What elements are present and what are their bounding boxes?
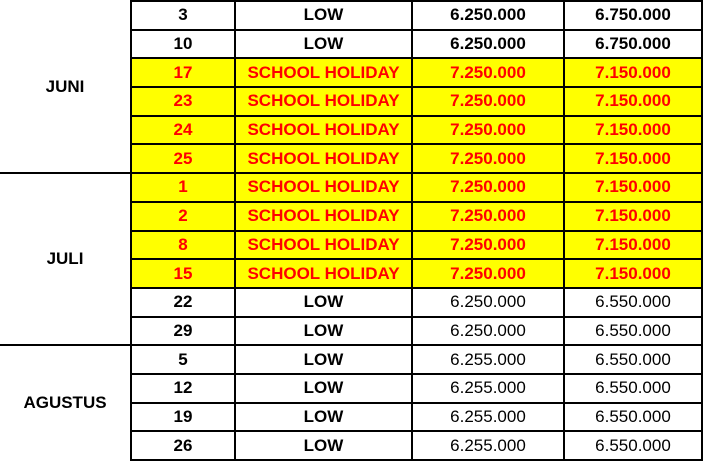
season-cell: LOW xyxy=(235,403,412,432)
price1-cell: 6.255.000 xyxy=(412,403,564,432)
season-cell: LOW xyxy=(235,431,412,460)
price2-cell: 7.150.000 xyxy=(564,58,702,87)
date-cell: 8 xyxy=(131,231,235,260)
price2-cell: 6.550.000 xyxy=(564,345,702,374)
price2-cell: 7.150.000 xyxy=(564,144,702,173)
price2-cell: 6.550.000 xyxy=(564,288,702,317)
date-cell: 24 xyxy=(131,116,235,145)
season-cell: SCHOOL HOLIDAY xyxy=(235,202,412,231)
table-row xyxy=(0,1,702,30)
price2-cell: 6.550.000 xyxy=(564,317,702,346)
price2-cell: 6.750.000 xyxy=(564,1,702,30)
price1-cell: 6.255.000 xyxy=(412,345,564,374)
table-row xyxy=(0,345,702,374)
price2-cell: 6.550.000 xyxy=(564,431,702,460)
table-row xyxy=(0,173,702,202)
date-cell: 10 xyxy=(131,30,235,59)
date-cell: 25 xyxy=(131,144,235,173)
season-cell: LOW xyxy=(235,345,412,374)
price1-cell: 6.250.000 xyxy=(412,288,564,317)
date-cell: 12 xyxy=(131,374,235,403)
price1-cell: 6.255.000 xyxy=(412,431,564,460)
price2-cell: 6.750.000 xyxy=(564,30,702,59)
price1-cell: 6.250.000 xyxy=(412,317,564,346)
season-cell: SCHOOL HOLIDAY xyxy=(235,87,412,116)
date-cell: 1 xyxy=(131,173,235,202)
date-cell: 17 xyxy=(131,58,235,87)
price1-cell: 6.250.000 xyxy=(412,1,564,30)
price1-cell: 7.250.000 xyxy=(412,231,564,260)
price2-cell: 7.150.000 xyxy=(564,87,702,116)
price2-cell: 6.550.000 xyxy=(564,403,702,432)
date-cell: 22 xyxy=(131,288,235,317)
price-table-body xyxy=(0,1,702,460)
date-cell: 15 xyxy=(131,259,235,288)
price2-cell: 7.150.000 xyxy=(564,231,702,260)
season-cell: SCHOOL HOLIDAY xyxy=(235,58,412,87)
price2-cell: 7.150.000 xyxy=(564,173,702,202)
season-cell: SCHOOL HOLIDAY xyxy=(235,116,412,145)
date-cell: 3 xyxy=(131,1,235,30)
price1-cell: 6.250.000 xyxy=(412,30,564,59)
season-cell: SCHOOL HOLIDAY xyxy=(235,173,412,202)
season-cell: LOW xyxy=(235,1,412,30)
date-cell: 29 xyxy=(131,317,235,346)
date-cell: 23 xyxy=(131,87,235,116)
price1-cell: 7.250.000 xyxy=(412,144,564,173)
price1-cell: 7.250.000 xyxy=(412,116,564,145)
date-cell: 26 xyxy=(131,431,235,460)
date-cell: 2 xyxy=(131,202,235,231)
month-cell-juli: JULI xyxy=(0,173,131,345)
month-cell-juni: JUNI xyxy=(0,1,131,173)
price2-cell: 7.150.000 xyxy=(564,202,702,231)
month-cell-agustus: AGUSTUS xyxy=(0,345,131,460)
season-cell: LOW xyxy=(235,317,412,346)
price1-cell: 7.250.000 xyxy=(412,58,564,87)
price2-cell: 7.150.000 xyxy=(564,259,702,288)
season-cell: LOW xyxy=(235,288,412,317)
price1-cell: 6.255.000 xyxy=(412,374,564,403)
price2-cell: 6.550.000 xyxy=(564,374,702,403)
season-cell: LOW xyxy=(235,374,412,403)
price2-cell: 7.150.000 xyxy=(564,116,702,145)
season-cell: SCHOOL HOLIDAY xyxy=(235,231,412,260)
date-cell: 19 xyxy=(131,403,235,432)
season-cell: SCHOOL HOLIDAY xyxy=(235,144,412,173)
price1-cell: 7.250.000 xyxy=(412,259,564,288)
date-cell: 5 xyxy=(131,345,235,374)
price1-cell: 7.250.000 xyxy=(412,202,564,231)
season-cell: LOW xyxy=(235,30,412,59)
season-cell: SCHOOL HOLIDAY xyxy=(235,259,412,288)
price1-cell: 7.250.000 xyxy=(412,173,564,202)
price1-cell: 7.250.000 xyxy=(412,87,564,116)
